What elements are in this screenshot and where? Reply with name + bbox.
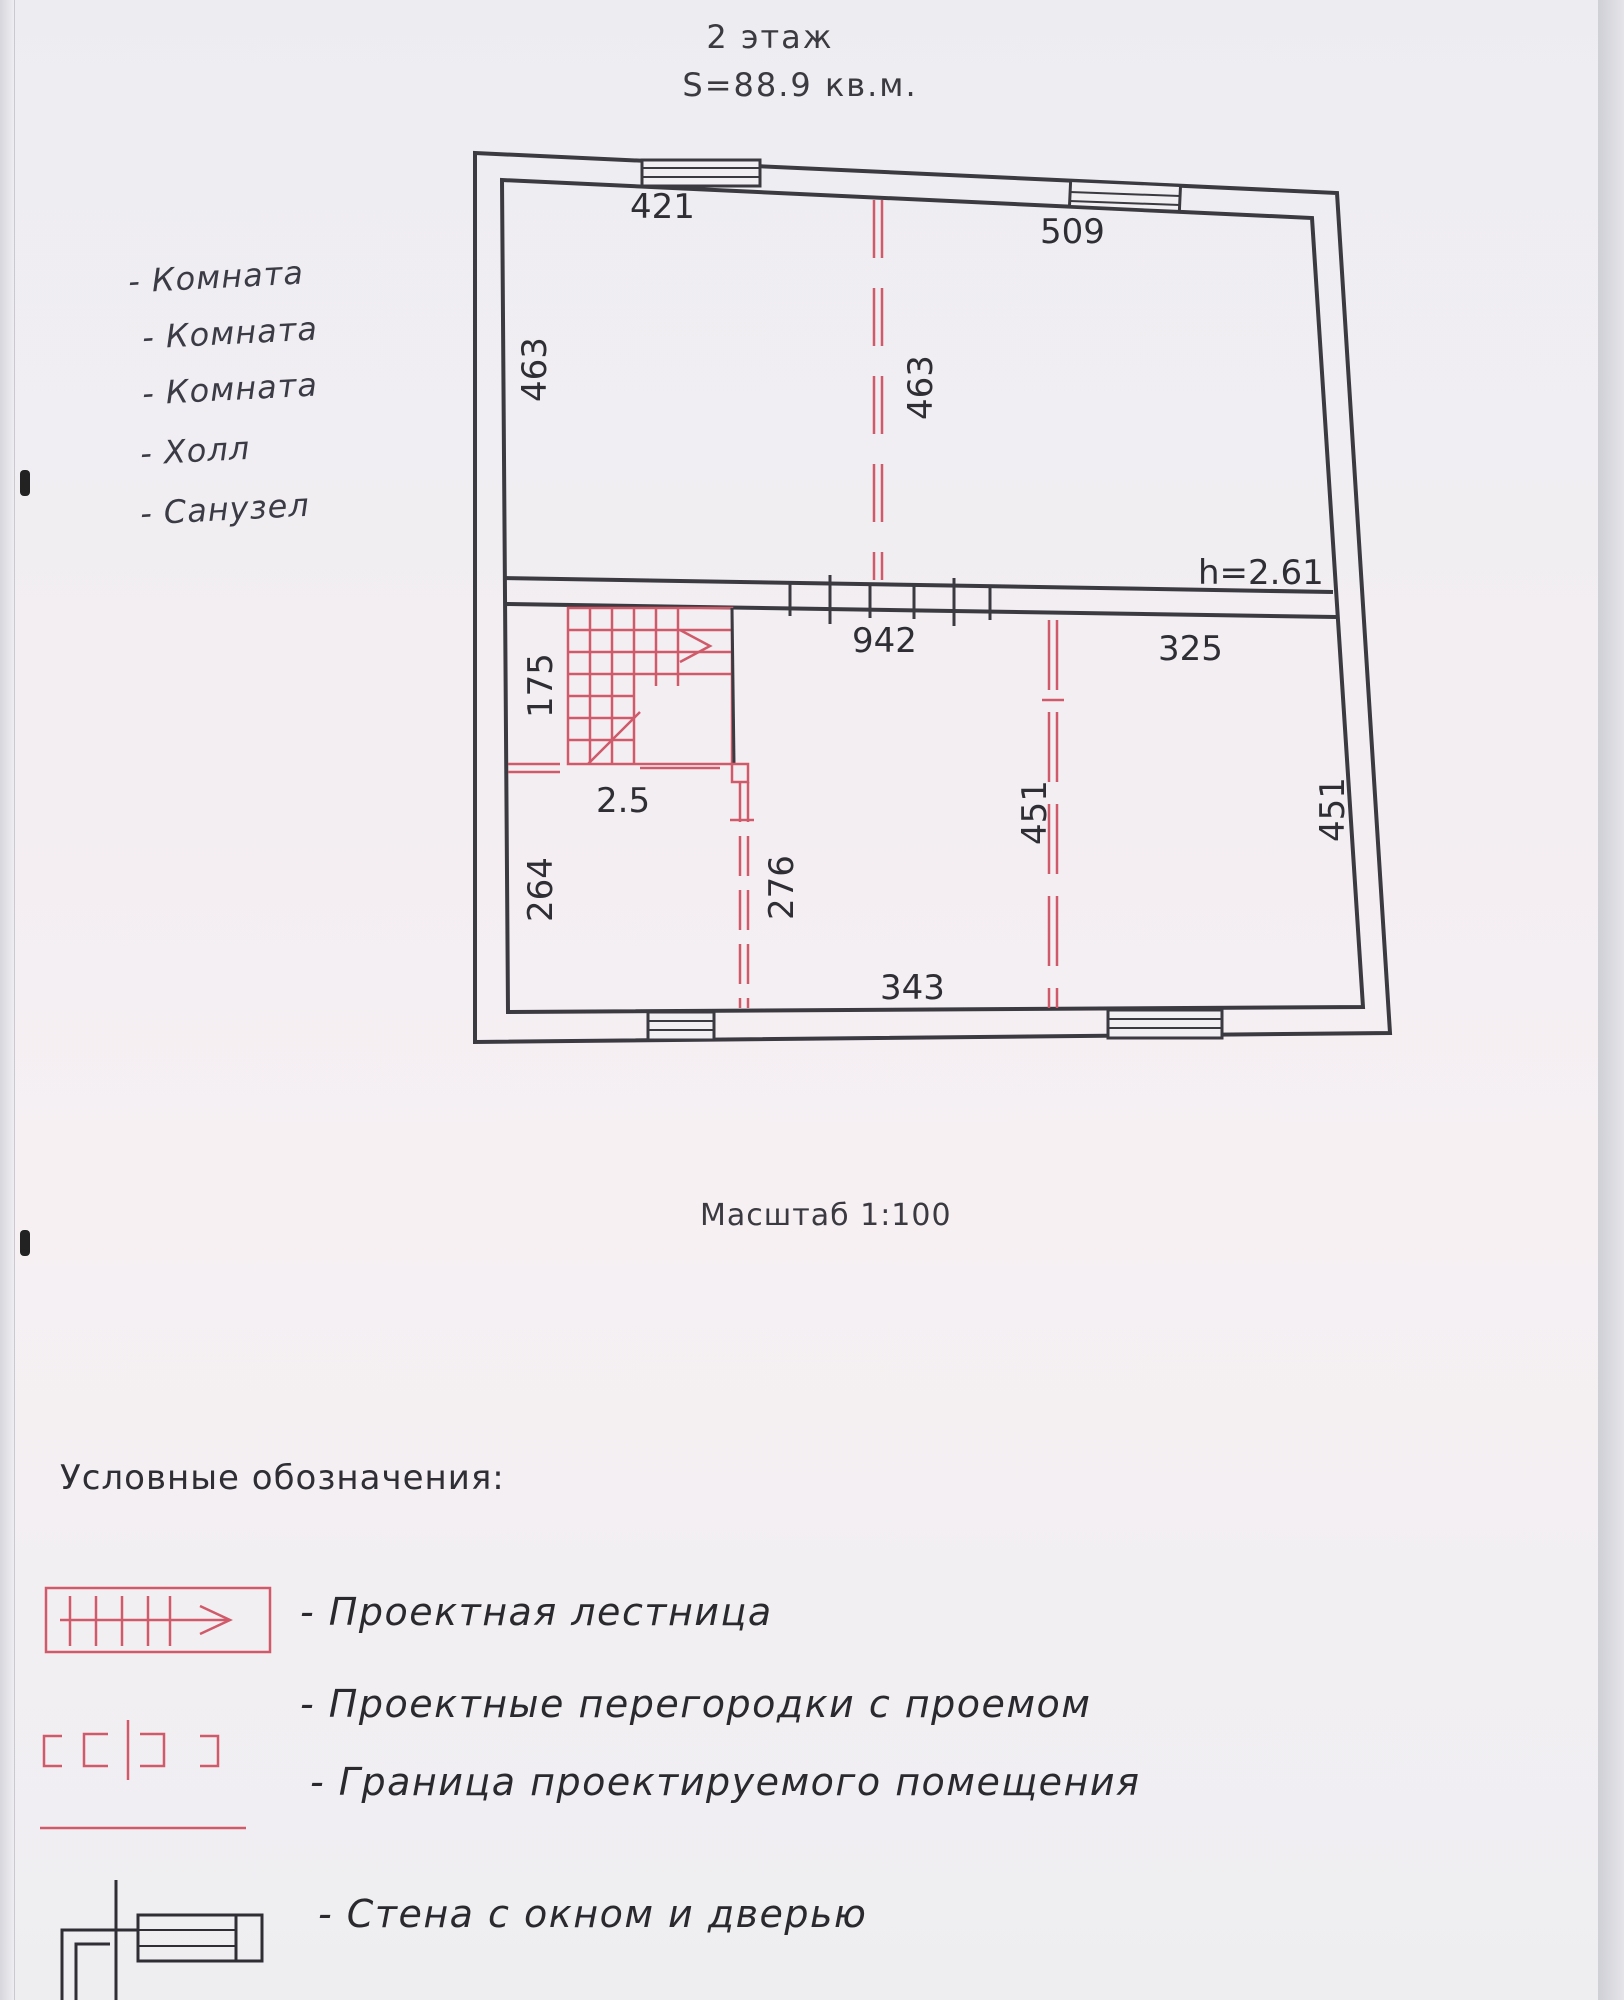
dim-bathroom-width: 2.5	[596, 781, 651, 821]
dim-hall-height: 276	[762, 855, 802, 920]
legend-partition-label: - Проектные перегородки с проемом	[300, 1682, 1092, 1726]
dim-top-left-height: 463	[515, 337, 555, 402]
room-list-item: - Комната	[141, 365, 319, 413]
room-list-item: - Холл	[139, 428, 252, 473]
dim-bottom-right-width: 325	[1158, 629, 1223, 669]
floor-title: 2 этаж	[706, 18, 834, 56]
staircase	[568, 608, 734, 764]
dim-stair-height: 175	[521, 653, 561, 718]
window-bottom-left	[648, 1012, 714, 1040]
legend-wall-symbol	[62, 1880, 262, 2000]
room-list-item: - Санузел	[139, 485, 311, 533]
room-list-item: - Комната	[127, 253, 305, 301]
legend-partition-symbol	[44, 1720, 218, 1780]
legend-stairs-symbol	[46, 1588, 270, 1652]
legend-wall-label: - Стена с окном и дверью	[318, 1892, 868, 1936]
dim-right-height: 451	[1313, 777, 1353, 842]
window-top-right	[1069, 181, 1180, 212]
dim-top-right-width: 509	[1040, 212, 1105, 252]
dim-top-left-width: 421	[630, 187, 695, 227]
legend-title: Условные обозначения:	[60, 1458, 505, 1498]
floor-area: S=88.9 кв.м.	[682, 66, 918, 104]
top-partition	[874, 200, 882, 580]
legend-boundary-label: - Граница проектируемого помещения	[310, 1760, 1141, 1804]
dim-overall-width: 942	[852, 621, 917, 661]
dim-bottom-width: 343	[880, 968, 945, 1008]
outer-wall	[475, 153, 1390, 1042]
legend-stairs-label: - Проектная лестница	[300, 1590, 773, 1634]
dim-mid-height: 451	[1015, 780, 1055, 845]
dim-bathroom-height: 264	[521, 857, 561, 922]
window-top-left	[642, 160, 760, 186]
dim-top-mid-height: 463	[901, 355, 941, 420]
scale-label: Масштаб 1:100	[700, 1198, 952, 1233]
room-list-item: - Комната	[141, 309, 319, 357]
lower-partition	[730, 620, 1064, 1008]
window-bottom-right	[1108, 1010, 1222, 1038]
ceiling-height: h=2.61	[1198, 553, 1324, 593]
